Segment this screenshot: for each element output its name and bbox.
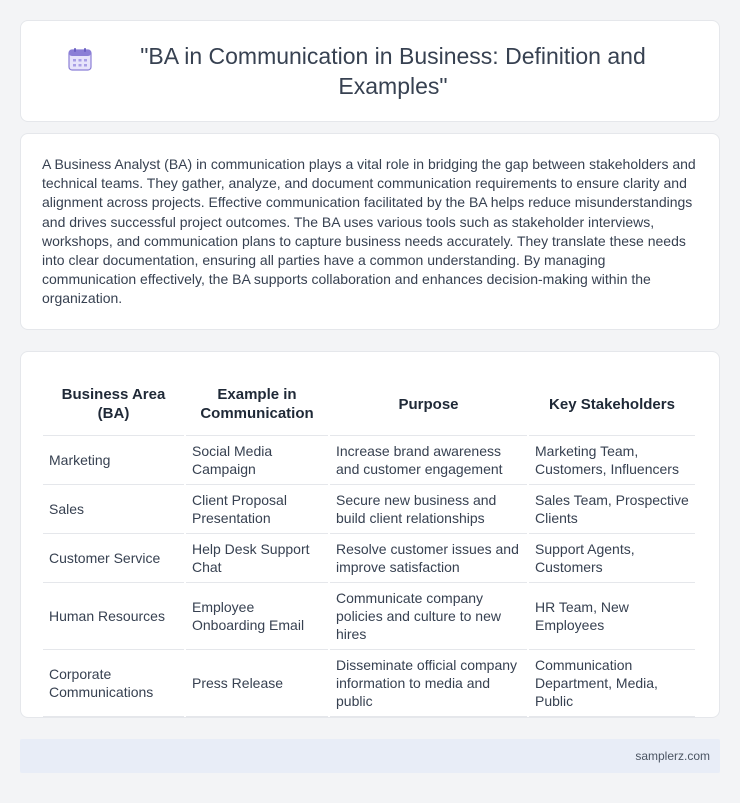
cell-stakeholders: Communication Department, Media, Public: [529, 650, 695, 717]
header-stakeholders: Key Stakeholders: [529, 373, 695, 436]
table-row: [43, 534, 695, 583]
header-purpose: Purpose: [330, 373, 527, 436]
table-row: [43, 485, 695, 534]
cell-business-area: Customer Service: [43, 534, 184, 583]
table-header-row: [43, 373, 695, 436]
cell-business-area: Corporate Communications: [43, 650, 184, 717]
cell-business-area: Sales: [43, 485, 184, 534]
cell-business-area: Human Resources: [43, 583, 184, 650]
cell-example: Client Proposal Presentation: [186, 485, 328, 534]
footer: [20, 739, 720, 773]
cell-stakeholders: Support Agents, Customers: [529, 534, 695, 583]
page-title: "BA in Communication in Business: Definition and Examples": [140, 43, 646, 99]
table-row: [43, 583, 695, 650]
cell-stakeholders: Sales Team, Prospective Clients: [529, 485, 695, 534]
cell-stakeholders: HR Team, New Employees: [529, 583, 695, 650]
calendar-icon: [67, 47, 93, 71]
cell-purpose: Secure new business and build client relationships: [330, 485, 527, 534]
cell-example: Social Media Campaign: [186, 436, 328, 485]
cell-purpose: Increase brand awareness and customer engagement: [330, 436, 527, 485]
ba-table: [41, 373, 697, 717]
header-business-area: Business Area (BA): [43, 373, 184, 436]
cell-purpose: Disseminate official company information to media and public: [330, 650, 527, 717]
cell-example: Press Release: [186, 650, 328, 717]
cell-purpose: Communicate company policies and culture to new hires: [330, 583, 527, 650]
summary-text: A Business Analyst (BA) in communication plays a vital role in bridging the gap between stakeholders and technical teams. They gather, analyze, and document communication requirements to ensure clarity and alignment across projects. Effective communication facilitated by the BA helps reduce misunderstandings and drives successful project outcomes. The BA uses various tools such as stakeholder interviews, workshops, and communication plans to capture business needs accurately. They translate these needs into clear documentation, ensuring all parties have a common understanding. By managing communication effectively, the BA supports collaboration and enhances decision-making within the organization.: [42, 156, 696, 307]
summary-card: [20, 133, 720, 330]
cell-example: Employee Onboarding Email: [186, 583, 328, 650]
table-row: [43, 436, 695, 485]
title-wrap: [67, 41, 673, 101]
source-link[interactable]: samplerz.com: [635, 749, 710, 763]
table-card: [20, 351, 720, 718]
cell-purpose: Resolve customer issues and improve satisfaction: [330, 534, 527, 583]
header-example: Example in Communication: [186, 373, 328, 436]
table-row: [43, 650, 695, 717]
title-card: [20, 20, 720, 122]
cell-business-area: Marketing: [43, 436, 184, 485]
cell-example: Help Desk Support Chat: [186, 534, 328, 583]
cell-stakeholders: Marketing Team, Customers, Influencers: [529, 436, 695, 485]
